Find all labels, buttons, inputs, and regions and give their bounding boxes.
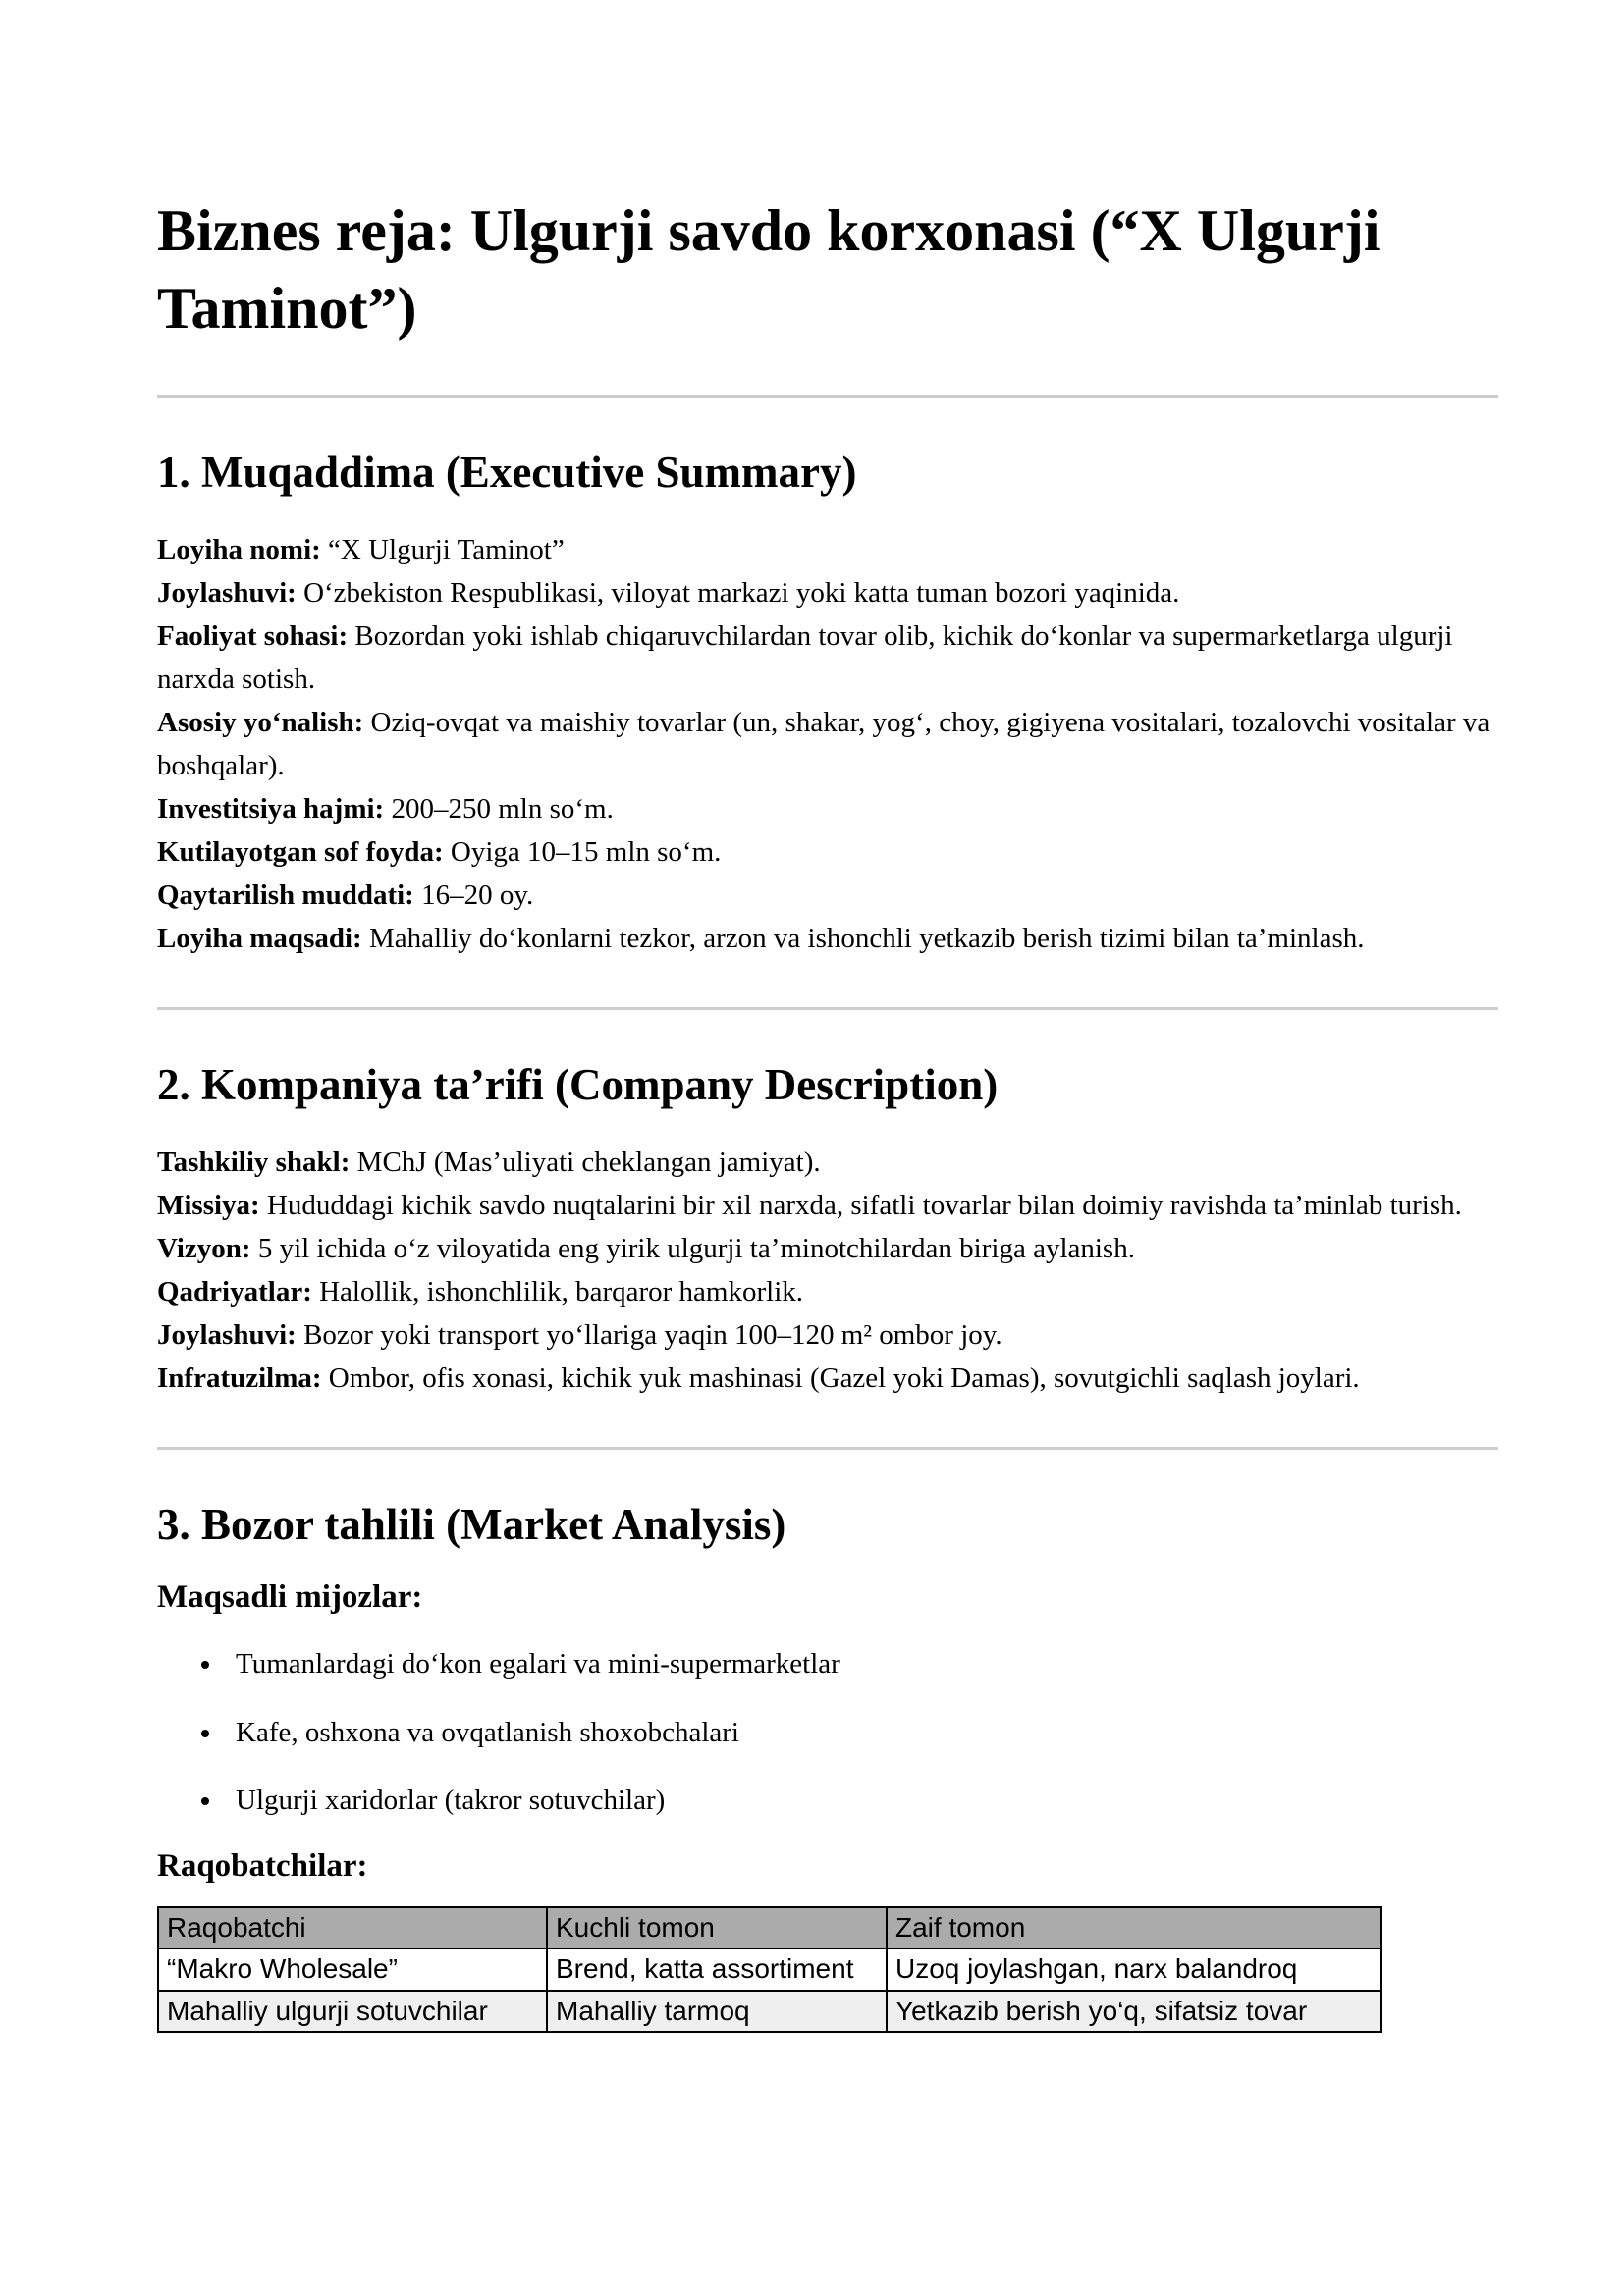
field-label: Qadriyatlar: xyxy=(157,1275,312,1308)
field-line xyxy=(157,787,1498,830)
field-label: Kutilayotgan sof foyda: xyxy=(157,836,444,869)
field-line xyxy=(157,528,1498,571)
field-list xyxy=(157,528,1498,961)
table-cell: Mahalliy ulgurji sotuvchilar xyxy=(158,1991,547,2032)
field-text: Bozordan yoki ishlab chiqaruvchilardan tovar olib, kichik do‘konlar va supermarketlarga ulgurji narxda sotish. xyxy=(157,619,1453,695)
section-divider xyxy=(157,395,1498,398)
table-header-cell: Kuchli tomon xyxy=(547,1907,887,1949)
field-line xyxy=(157,1184,1498,1227)
field-line xyxy=(157,701,1498,787)
section-heading: 2. Kompaniya ta’rifi (Company Description) xyxy=(157,1060,999,1110)
field-label: Vizyon: xyxy=(157,1232,251,1264)
field-line xyxy=(157,874,1498,917)
field-line xyxy=(157,614,1498,701)
competitors-heading: Raqobatchilar: xyxy=(157,1847,368,1884)
field-text: Oyiga 10–15 mln so‘m. xyxy=(443,836,722,869)
field-line xyxy=(157,917,1498,960)
field-line xyxy=(157,1357,1498,1400)
field-label: Asosiy yo‘nalish: xyxy=(157,706,364,738)
field-label: Loyiha maqsadi: xyxy=(157,923,362,955)
field-text: Hududdagi kichik savdo nuqtalarini bir xil narxda, sifatli tovarlar bilan doimiy ravishda ta’minlab turish. xyxy=(259,1189,1462,1221)
section-divider xyxy=(157,1447,1498,1450)
table-row xyxy=(158,1991,1381,2032)
field-label: Tashkiliy shakl: xyxy=(157,1146,351,1178)
field-text: O‘zbekiston Respublikasi, viloyat markazi yoki katta tuman bozori yaqinida. xyxy=(296,576,1180,609)
field-label: Missiya: xyxy=(157,1189,260,1221)
field-line xyxy=(157,1270,1498,1313)
document-title: Biznes reja: Ulgurji savdo korxonasi (“X Ulgurji Taminot”) xyxy=(157,198,1380,342)
table-row xyxy=(158,1949,1381,1990)
field-list xyxy=(157,1141,1498,1400)
competitors-table xyxy=(157,1906,1382,2033)
list-item: • Kafe, oshxona va ovqatlanish shoxobchalari xyxy=(224,1712,1498,1755)
field-label: Infratuzilma: xyxy=(157,1362,322,1395)
target-customers-heading: Maqsadli mijozlar: xyxy=(157,1579,423,1616)
field-text: 16–20 oy. xyxy=(413,880,534,912)
section-market-analysis xyxy=(157,1497,1498,2033)
field-text: 200–250 mln so‘m. xyxy=(384,793,614,826)
field-text: Oziq-ovqat va maishiy tovarlar (un, shakar, yog‘, choy, gigiyena vositalari, tozalovchi vositalar va boshqalar). xyxy=(157,706,1490,782)
field-text: MChJ (Mas’uliyati cheklangan jamiyat). xyxy=(350,1146,821,1178)
table-header-cell: Raqobatchi xyxy=(158,1907,547,1949)
section-company-description xyxy=(157,1057,1498,1400)
table-header-cell: Zaif tomon xyxy=(887,1907,1381,1949)
field-label: Faoliyat sohasi: xyxy=(157,619,349,652)
field-text: “X Ulgurji Taminot” xyxy=(320,533,565,565)
list-item: • Tumanlardagi do‘kon egalari va mini-supermarketlar xyxy=(224,1643,1498,1686)
field-label: Investitsiya hajmi: xyxy=(157,793,385,826)
field-line xyxy=(157,1227,1498,1270)
field-line xyxy=(157,1313,1498,1357)
section-heading: 1. Muqaddima (Executive Summary) xyxy=(157,448,857,498)
field-text: Mahalliy do‘konlarni tezkor, arzon va ishonchli yetkazib berish tizimi bilan ta’minlash. xyxy=(361,923,1365,955)
list-item: • Ulgurji xaridorlar (takror sotuvchilar) xyxy=(224,1780,1498,1823)
table-header-row xyxy=(158,1907,1381,1949)
table-cell: “Makro Wholesale” xyxy=(158,1949,547,1990)
field-label: Qaytarilish muddati: xyxy=(157,880,414,912)
section-heading: 3. Bozor tahlili (Market Analysis) xyxy=(157,1500,786,1550)
section-executive-summary xyxy=(157,445,1498,960)
table-cell: Brend, katta assortiment xyxy=(547,1949,887,1990)
field-label: Loyiha nomi: xyxy=(157,533,321,565)
table-cell: Uzoq joylashgan, narx balandroq xyxy=(887,1949,1381,1990)
field-line xyxy=(157,830,1498,874)
section-divider xyxy=(157,1007,1498,1010)
field-label: Joylashuvi: xyxy=(157,576,297,609)
field-line xyxy=(157,571,1498,614)
field-label: Joylashuvi: xyxy=(157,1318,297,1351)
field-text: Bozor yoki transport yo‘llariga yaqin 100–120 m² ombor joy. xyxy=(296,1318,1002,1351)
field-text: Halollik, ishonchlilik, barqaror hamkorlik. xyxy=(311,1275,804,1308)
field-line xyxy=(157,1141,1498,1184)
target-customers-list xyxy=(157,1643,1498,1823)
table-cell: Mahalliy tarmoq xyxy=(547,1991,887,2032)
field-text: Ombor, ofis xonasi, kichik yuk mashinasi (Gazel yoki Damas), sovutgichli saqlash joylari. xyxy=(321,1362,1360,1395)
field-text: 5 yil ichida o‘z viloyatida eng yirik ulgurji ta’minotchilardan biriga aylanish. xyxy=(250,1232,1135,1264)
table-cell: Yetkazib berish yo‘q, sifatsiz tovar xyxy=(887,1991,1381,2032)
